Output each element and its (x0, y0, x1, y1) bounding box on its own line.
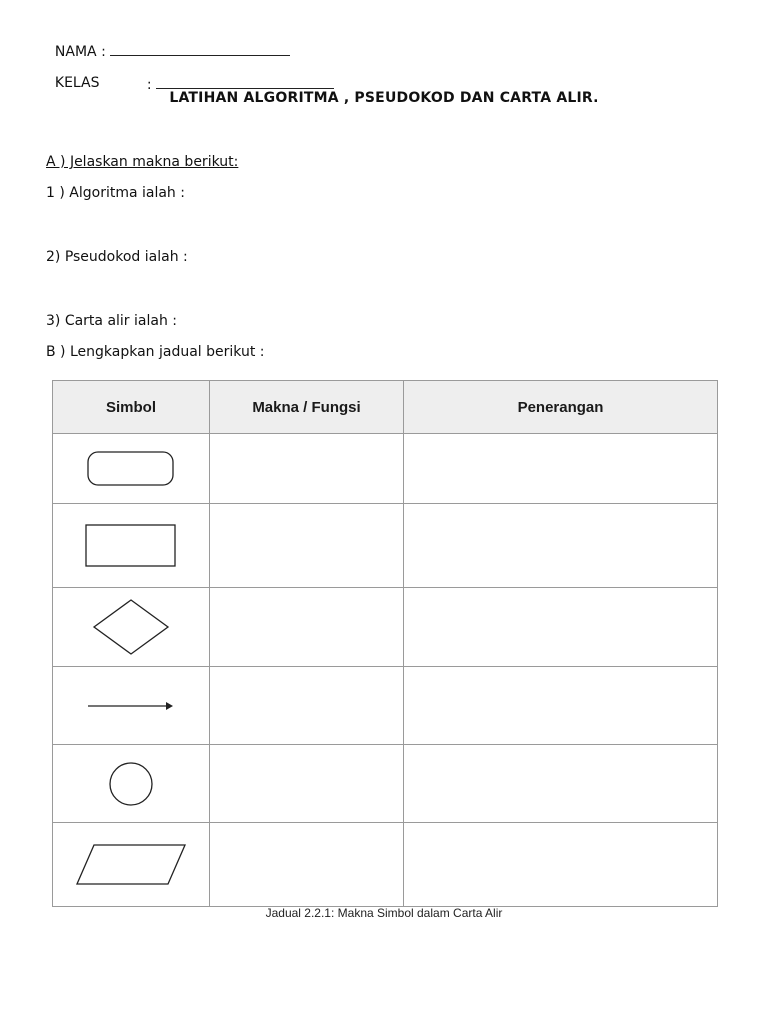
penerangan-cell[interactable] (404, 745, 718, 823)
symbol-cell (53, 588, 210, 667)
question-pseudokod: 2) Pseudokod ialah : (46, 249, 188, 265)
nama-label: NAMA : (54, 44, 111, 60)
makna-cell[interactable] (210, 588, 404, 667)
table-caption: Jadual 2.2.1: Makna Simbol dalam Carta Alir (265, 906, 503, 920)
circle-icon (107, 760, 155, 808)
kelas-label: KELAS (54, 75, 100, 91)
penerangan-cell[interactable] (404, 504, 718, 588)
symbol-table (52, 380, 718, 907)
header-makna-fungsi: Makna / Fungsi (210, 381, 404, 434)
symbol-cell (53, 823, 210, 907)
parallelogram-icon (74, 843, 188, 887)
rounded-rectangle-icon (86, 449, 176, 489)
nama-field (46, 26, 290, 60)
table-header-row (53, 381, 718, 434)
header-penerangan: Penerangan (404, 381, 718, 434)
section-a-heading: A ) Jelaskan makna berikut: (46, 154, 239, 170)
page-title: LATIHAN ALGORITMA , PSEUDOKOD DAN CARTA ALIR. (169, 90, 599, 106)
makna-cell[interactable] (210, 434, 404, 504)
penerangan-cell[interactable] (404, 667, 718, 745)
nama-blank[interactable] (110, 42, 290, 56)
penerangan-cell[interactable] (404, 823, 718, 907)
question-carta-alir: 3) Carta alir ialah : (46, 313, 177, 329)
table-row (53, 434, 718, 504)
makna-cell[interactable] (210, 823, 404, 907)
table-row (53, 588, 718, 667)
makna-cell[interactable] (210, 745, 404, 823)
rectangle-icon (84, 523, 178, 569)
kelas-field (46, 59, 100, 91)
symbol-cell (53, 745, 210, 823)
symbol-cell (53, 667, 210, 745)
table-row (53, 504, 718, 588)
penerangan-cell[interactable] (404, 434, 718, 504)
makna-cell[interactable] (210, 504, 404, 588)
section-b-heading: B ) Lengkapkan jadual berikut : (46, 344, 265, 360)
kelas-colon: : (146, 77, 157, 93)
question-algoritma: 1 ) Algoritma ialah : (46, 185, 185, 201)
penerangan-cell[interactable] (404, 588, 718, 667)
table-row (53, 667, 718, 745)
kelas-blank[interactable] (156, 75, 334, 89)
table-row (53, 745, 718, 823)
table-row (53, 823, 718, 907)
kelas-colon-field (138, 59, 334, 93)
symbol-cell (53, 504, 210, 588)
makna-cell[interactable] (210, 667, 404, 745)
header-simbol: Simbol (53, 381, 210, 434)
symbol-cell (53, 434, 210, 504)
arrow-icon (86, 699, 176, 713)
diamond-icon (91, 598, 171, 656)
